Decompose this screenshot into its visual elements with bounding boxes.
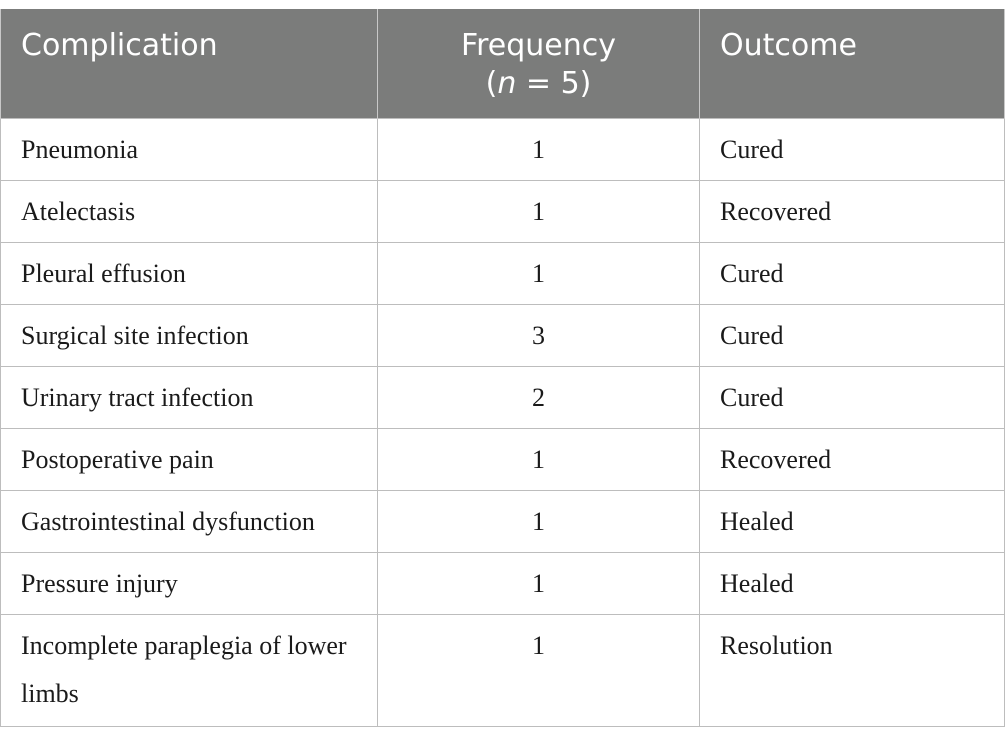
header-frequency-n: n [497,66,517,101]
cell-outcome: Cured [700,242,1005,304]
table-row [1,242,1005,304]
header-outcome: Outcome [700,9,1005,118]
table-row [1,552,1005,614]
cell-outcome: Healed [700,490,1005,552]
header-frequency [378,9,700,118]
cell-outcome: Cured [700,304,1005,366]
cell-complication: Surgical site infection [1,304,378,366]
cell-complication: Urinary tract infection [1,366,378,428]
table-body [1,118,1005,726]
table-row [1,366,1005,428]
table-row [1,180,1005,242]
table-row [1,614,1005,726]
cell-complication: Atelectasis [1,180,378,242]
cell-complication: Gastrointestinal dysfunction [1,490,378,552]
cell-complication: Pneumonia [1,118,378,180]
cell-frequency: 2 [378,366,700,428]
cell-outcome: Recovered [700,428,1005,490]
cell-complication: Pressure injury [1,552,378,614]
header-frequency-paren-open: ( [485,66,498,101]
cell-complication: Incomplete paraplegia of lower limbs [1,614,378,726]
table-row [1,490,1005,552]
cell-frequency: 1 [378,614,700,726]
cell-frequency: 1 [378,180,700,242]
cell-complication: Postoperative pain [1,428,378,490]
header-complication: Complication [1,9,378,118]
cell-outcome: Recovered [700,180,1005,242]
cell-outcome: Healed [700,552,1005,614]
complications-table [0,9,1005,727]
cell-frequency: 1 [378,552,700,614]
header-frequency-line2 [398,65,679,103]
cell-frequency: 1 [378,490,700,552]
cell-frequency: 1 [378,242,700,304]
table-header [1,9,1005,118]
cell-outcome: Cured [700,366,1005,428]
header-row [1,9,1005,118]
cell-outcome: Resolution [700,614,1005,726]
table-row [1,428,1005,490]
table-row [1,118,1005,180]
cell-frequency: 3 [378,304,700,366]
header-frequency-count: = 5) [516,66,592,101]
cell-frequency: 1 [378,428,700,490]
table-row [1,304,1005,366]
cell-outcome: Cured [700,118,1005,180]
header-frequency-line1: Frequency [461,28,616,63]
cell-complication: Pleural effusion [1,242,378,304]
cell-frequency: 1 [378,118,700,180]
